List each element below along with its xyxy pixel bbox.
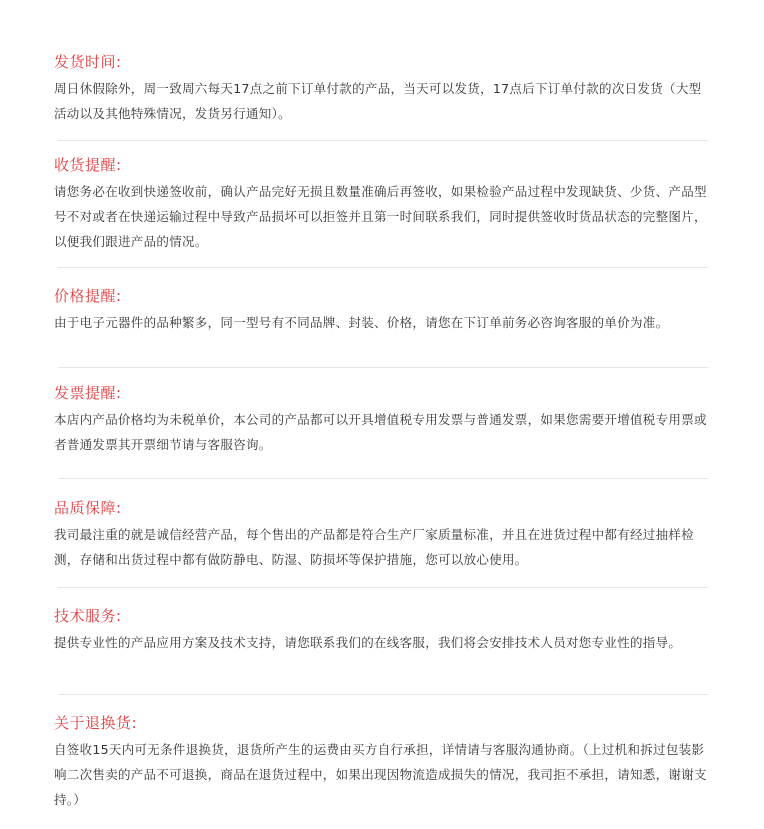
section-shipping-time [54,52,714,126]
divider [58,267,708,268]
section-title: 价格提醒: [54,287,122,305]
section-body: 周日休假除外，周一致周六每天17点之前下订单付款的产品，当天可以发货，17点后下订单付款的次日发货（大型活动以及其他特殊情况，发货另行通知）。 [54,81,702,121]
section-body: 请您务必在收到快递签收前，确认产品完好无损且数量准确后再签收，如果检验产品过程中发现缺货、少货、产品型号不对或者在快递运输过程中导致产品损坏可以拒签并且第一时间联系我们，同时提供签收时货品状态的完整图片，以便我们跟进产品的情况。 [54,184,707,249]
section-title: 发票提醒: [54,384,122,402]
section-body: 自签收15天内可无条件退换货，退货所产生的运费由买方自行承担，详情请与客服沟通协商。（上过机和拆过包装影响二次售卖的产品不可退换，商品在退货过程中，如果出现因物流造成损失的情况，我司拒不承担，请知悉，谢谢支持。） [54,742,707,807]
section-technical-service [54,606,714,655]
section-body: 提供专业性的产品应用方案及技术支持，请您联系我们的在线客服，我们将会安排技术人员对您专业性的指导。 [54,635,682,650]
section-returns [54,713,714,812]
divider [58,367,708,368]
section-title: 关于退换货: [54,714,138,732]
divider [58,478,708,479]
section-price-reminder [54,286,714,335]
section-invoice-reminder [54,383,714,457]
section-body: 我司最注重的就是诚信经营产品，每个售出的产品都是符合生产厂家质量标准，并且在进货过程中都有经过抽样检测，存储和出货过程中都有做防静电、防湿、防损坏等保护措施，您可以放心使用。 [54,527,695,567]
section-quality-assurance [54,498,714,572]
section-title: 发货时间: [54,53,122,71]
section-body: 本店内产品价格均为未税单价，本公司的产品都可以开具增值税专用发票与普通发票，如果您需要开增值税专用票或者普通发票其开票细节请与客服咨询。 [54,412,707,452]
section-title: 技术服务: [54,607,122,625]
divider [58,694,708,695]
divider [58,587,708,588]
section-title: 品质保障: [54,499,122,517]
section-title: 收货提醒: [54,156,122,174]
divider [58,140,708,141]
section-receiving-reminder [54,155,714,254]
section-body: 由于电子元器件的品种繁多，同一型号有不同品牌、封装、价格，请您在下订单前务必咨询客服的单价为准。 [54,315,669,330]
